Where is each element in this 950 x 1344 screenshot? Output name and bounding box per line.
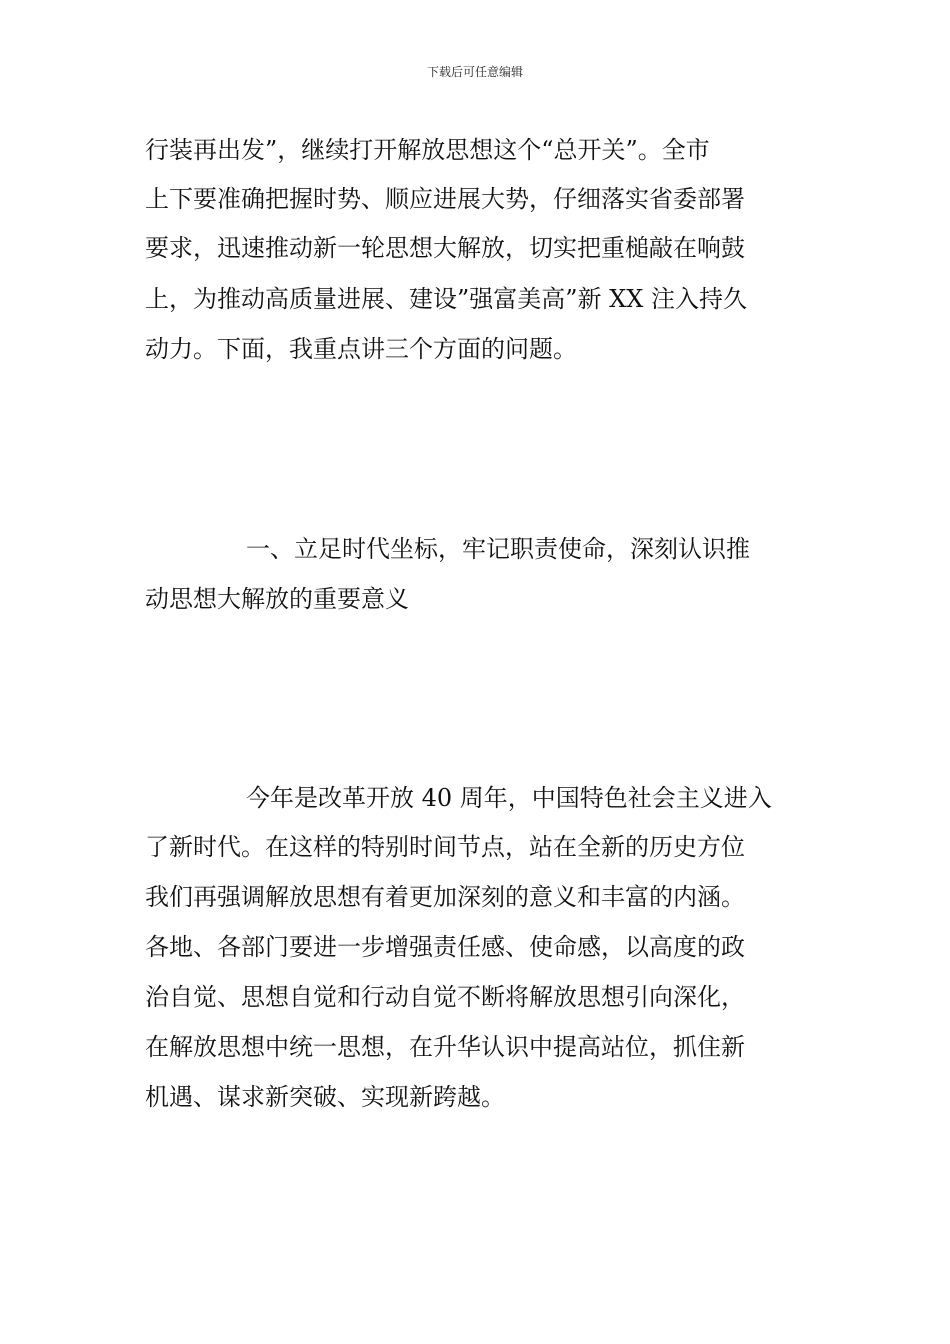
page-header: 下载后可任意编辑: [426, 65, 523, 79]
paragraph-line: 机遇、谋求新突破、实现新跨越。: [145, 1083, 505, 1111]
paragraph-line: 上下要准确把握时势、顺应进展大势，仔细落实省委部署: [145, 185, 745, 213]
paragraph-line: 今年是改革开放 40 周年，中国特色社会主义进入: [246, 784, 772, 812]
paragraph-line: 各地、各部门要进一步增强责任感、使命感，以高度的政: [145, 933, 745, 961]
heading-line: 一、立足时代坐标，牢记职责使命，深刻认识推: [246, 535, 750, 563]
paragraph-line: 在解放思想中统一思想，在升华认识中提高站位，抓住新: [145, 1033, 745, 1061]
heading-line: 动思想大解放的重要意义: [145, 585, 409, 613]
paragraph-line: 要求，迅速推动新一轮思想大解放，切实把重槌敲在响鼓: [145, 234, 745, 262]
paragraph-line: 治自觉、思想自觉和行动自觉不断将解放思想引向深化，: [145, 983, 745, 1011]
paragraph-line: 上，为推动高质量进展、建设”强富美高”新 XX 注入持久: [145, 285, 747, 313]
paragraph-line: 行装再出发”，继续打开解放思想这个“总开关”。全市: [145, 136, 710, 164]
paragraph-line: 动力。下面，我重点讲三个方面的问题。: [145, 335, 577, 363]
paragraph-line: 我们再强调解放思想有着更加深刻的意义和丰富的内涵。: [145, 883, 745, 911]
paragraph-line: 了新时代。在这样的特别时间节点，站在全新的历史方位: [145, 833, 745, 861]
